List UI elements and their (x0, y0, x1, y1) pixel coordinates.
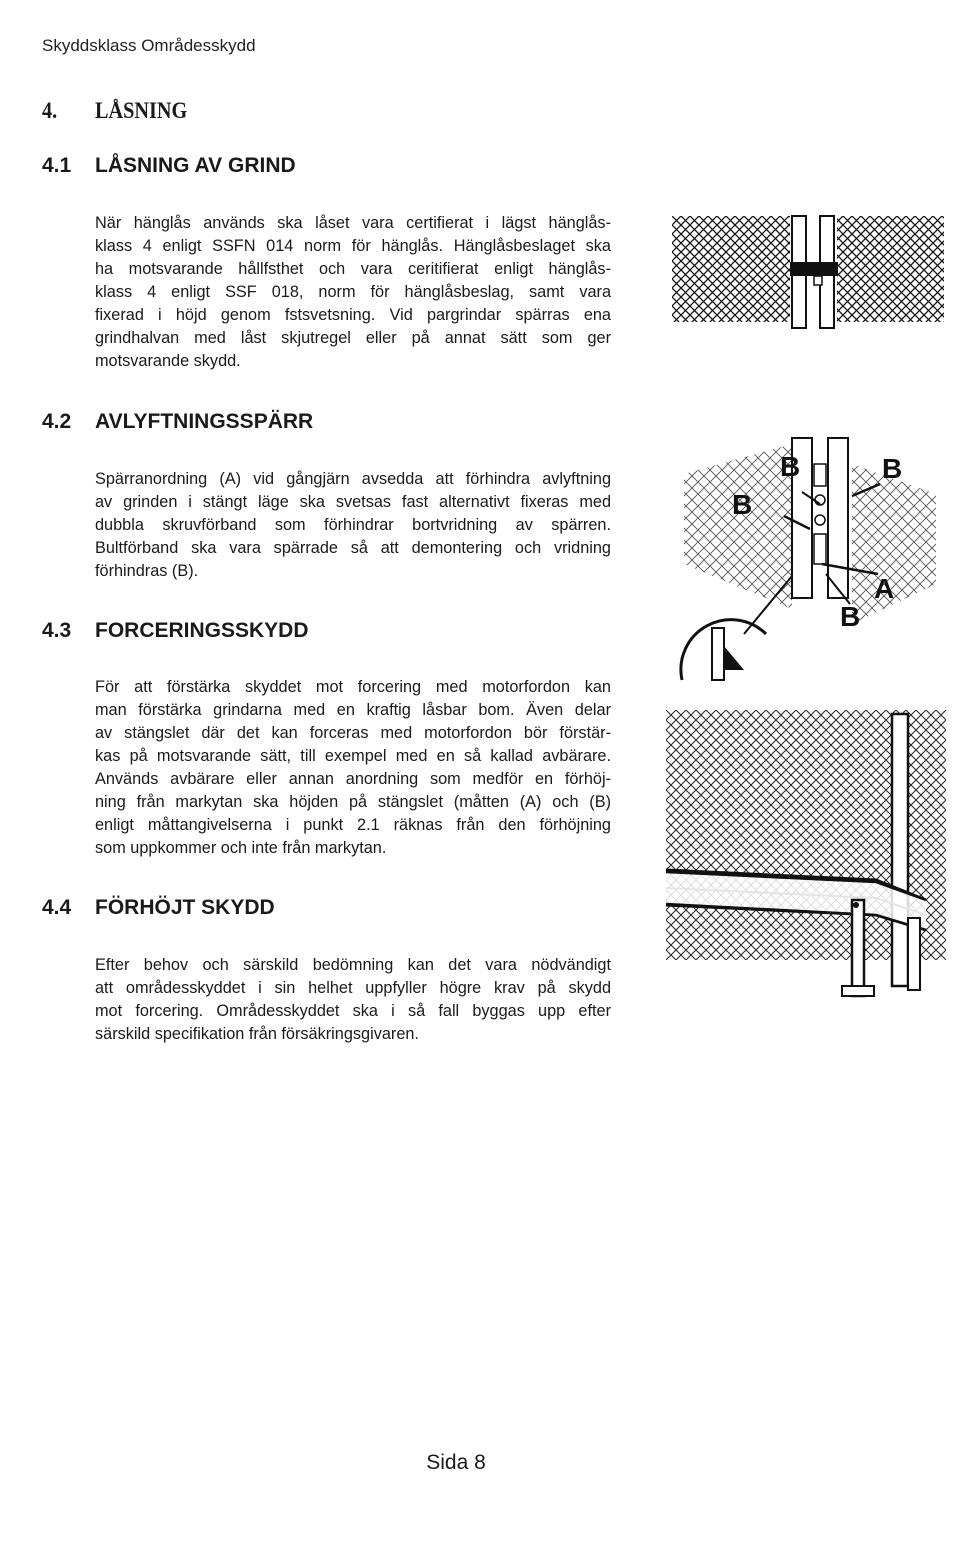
text-line: man förstärka grindarna med en kraftig låsbar bom. Även delar (95, 701, 611, 719)
text-line: kas på motsvarande sätt, till exempel med en så kallad avbärare. (95, 747, 611, 765)
text-line: dubbla skruvförband som förhindrar bortvridning av spärren. (95, 516, 611, 534)
label-b: B (840, 601, 861, 632)
section-body (95, 676, 611, 860)
text-line: fixerad i höjd genom fstsvetsning. Vid pargrindar spärras ena (95, 306, 611, 324)
section-title: FÖRHÖJT SKYDD (95, 896, 275, 919)
running-header: Skyddsklass Områdesskydd (42, 36, 256, 55)
section-body (95, 212, 611, 373)
text-line: Används avbärare eller annan anordning som medför en förhöj- (95, 770, 611, 788)
label-b: B (882, 453, 903, 484)
guardrail-fence-illustration (656, 690, 946, 1010)
page-number: Sida 8 (426, 1451, 486, 1474)
section-number: 4.3 (42, 619, 72, 642)
text-line: mot forcering. Områdesskyddet ska i så fall byggas upp efter (95, 1002, 611, 1020)
label-b: B (732, 489, 753, 520)
text-line: Efter behov och särskild bedömning kan det vara nödvändigt (95, 956, 611, 974)
section-number: 4.2 (42, 410, 72, 433)
text-line: Bultförband ska vara spärrade så att demontering och vridning (95, 539, 611, 557)
text-line: att områdesskyddet i sin helhet uppfyller högre krav på skydd (95, 979, 611, 997)
hinge-lift-stop-illustration (674, 434, 944, 684)
section-number: 4.4 (42, 896, 72, 919)
text-line: klass 4 enligt SSF 018, norm för hänglåsbeslag, samt vara (95, 283, 611, 301)
text-line: särskild specifikation från försäkringsgivaren. (95, 1025, 419, 1043)
section-title: FORCERINGSSKYDD (95, 619, 309, 642)
section-title: AVLYFTNINGSSPÄRR (95, 410, 314, 433)
text-line: som uppkommer och inte från markytan. (95, 839, 387, 857)
text-line: motsvarande skydd. (95, 352, 241, 370)
section-number: 4.1 (42, 154, 72, 177)
label-b: B (780, 451, 801, 482)
section-body (95, 468, 611, 583)
chapter-number: 4. (42, 98, 58, 123)
section-body (95, 954, 611, 1046)
text-line: När hänglås används ska låset vara certifierat i lägst hänglås- (95, 214, 611, 232)
chapter-title: LÅSNING (95, 98, 188, 123)
label-a: A (874, 573, 895, 604)
text-line: av grinden i stängt läge ska svetsas fast alternativt fixeras med (95, 493, 611, 511)
text-line: enligt måttangivelserna i punkt 2.1 räknas från den förhöjning (95, 816, 611, 834)
text-line: Spärranordning (A) vid gångjärn avsedda att förhindra avlyftning (95, 470, 611, 488)
text-line: klass 4 enligt SSFN 014 norm för hänglås. Hänglåsbeslaget ska (95, 237, 611, 255)
text-line: grindhalvan med låst skjutregel eller på annat sätt som ger (95, 329, 611, 347)
text-line: ha motsvarande hållfsthet och vara ceritifierat enligt hänglås- (95, 260, 611, 278)
text-line: av stängslet där det kan forceras med motorfordon bör förstär- (95, 724, 611, 742)
text-line: ning från markytan ska höjden på stängslet (måtten (A) och (B) (95, 793, 611, 811)
text-line: För att förstärka skyddet mot forcering med motorfordon kan (95, 678, 611, 696)
padlock-gate-illustration (672, 216, 944, 328)
text-line: förhindras (B). (95, 562, 199, 580)
section-title: LÅSNING AV GRIND (95, 154, 296, 177)
